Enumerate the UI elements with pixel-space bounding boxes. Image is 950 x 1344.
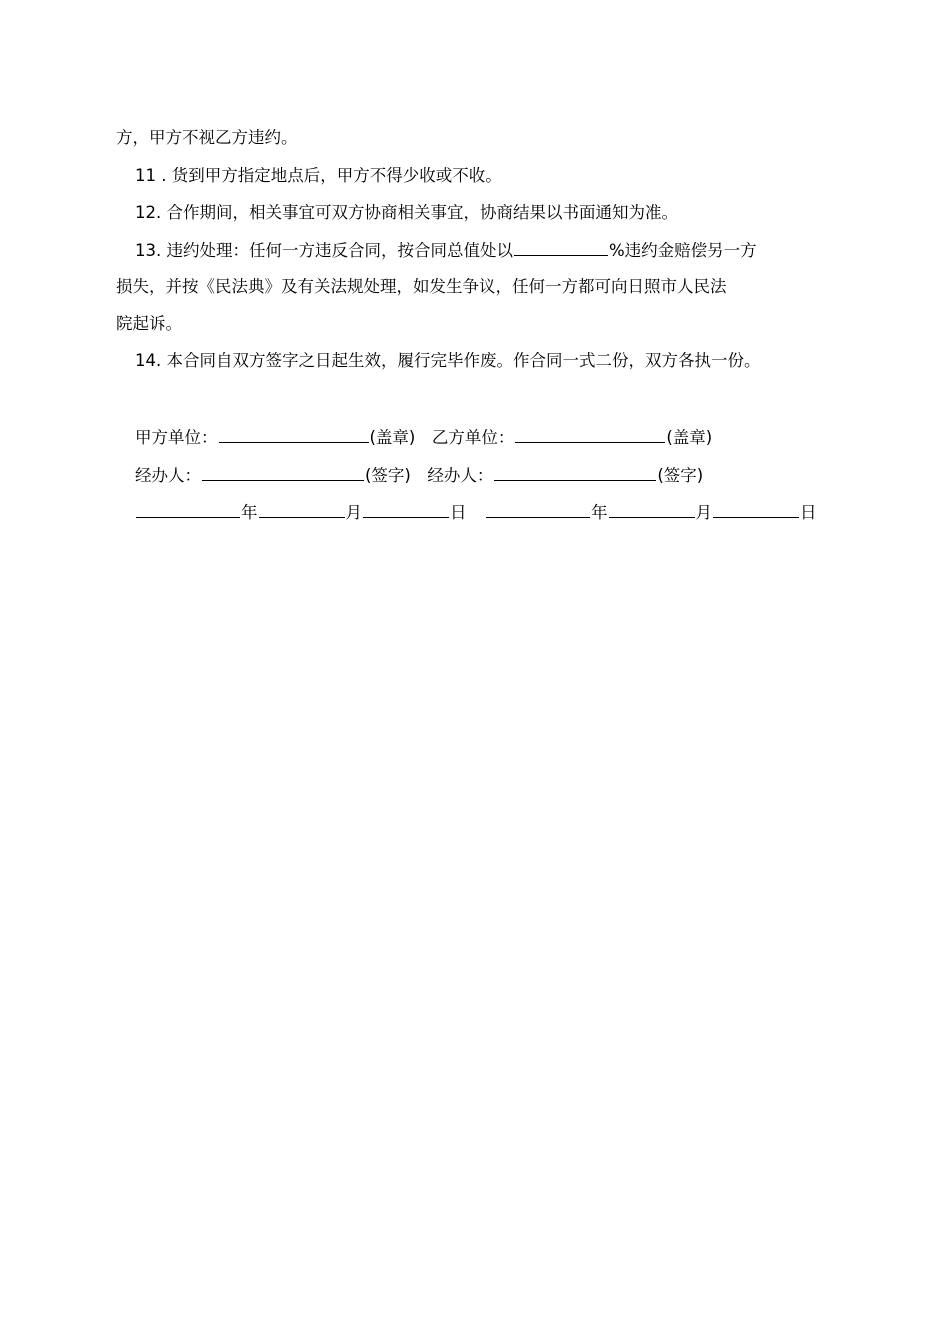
party-a-agent-label: 经办人： [135,466,201,485]
clause-13-text-b: %违约金赔偿另一方 [609,241,757,260]
clause-13-line-3: 院起诉。 [116,314,182,333]
party-a-seal-label: (盖章) [369,428,416,447]
party-b-seal-label: (盖章) [666,428,713,447]
clause-13-text-a: 13. 违约处理：任何一方违反合同，按合同总值处以 [135,241,513,260]
unit-row [135,427,712,448]
party-a-month-blank[interactable] [259,502,345,518]
penalty-percent-blank[interactable] [514,240,608,256]
party-a-unit-label: 甲方单位： [135,428,218,447]
clause-10-continuation: 方，甲方不视乙方违约。 [116,128,298,147]
party-b-unit-label: 乙方单位： [431,428,515,447]
agent-row [135,465,703,486]
clause-11: 11 . 货到甲方指定地点后，甲方不得少收或不收。 [135,166,502,185]
party-b-year-label: 年 [591,503,608,522]
party-b-month-blank[interactable] [609,502,695,518]
party-b-agent-blank[interactable] [494,465,656,481]
clause-12: 12. 合作期间，相关事宜可双方协商相关事宜，协商结果以书面通知为准。 [135,203,678,222]
party-a-day-blank[interactable] [363,502,449,518]
party-a-day-label: 日 [450,503,467,522]
party-b-unit-blank[interactable] [515,427,665,443]
party-a-agent-blank[interactable] [202,465,364,481]
clause-13-line-1 [135,240,757,261]
party-b-day-blank[interactable] [713,502,799,518]
party-b-sign-label: (签字) [657,466,704,485]
date-row [135,502,817,523]
clause-13-line-2: 损失，并按《民法典》及有关法规处理，如发生争议，任何一方都可向日照市人民法 [116,277,727,296]
party-a-unit-blank[interactable] [219,427,369,443]
clause-14: 14. 本合同自双方签字之日起生效，履行完毕作废。作合同一式二份，双方各执一份。 [135,351,761,370]
party-a-month-label: 月 [345,503,362,522]
party-b-month-label: 月 [695,503,712,522]
party-b-year-blank[interactable] [486,502,590,518]
party-b-agent-label: 经办人： [427,466,494,485]
party-a-year-label: 年 [241,503,258,522]
party-a-sign-label: (签字) [365,466,411,485]
party-b-day-label: 日 [800,503,817,522]
party-a-year-blank[interactable] [136,502,240,518]
